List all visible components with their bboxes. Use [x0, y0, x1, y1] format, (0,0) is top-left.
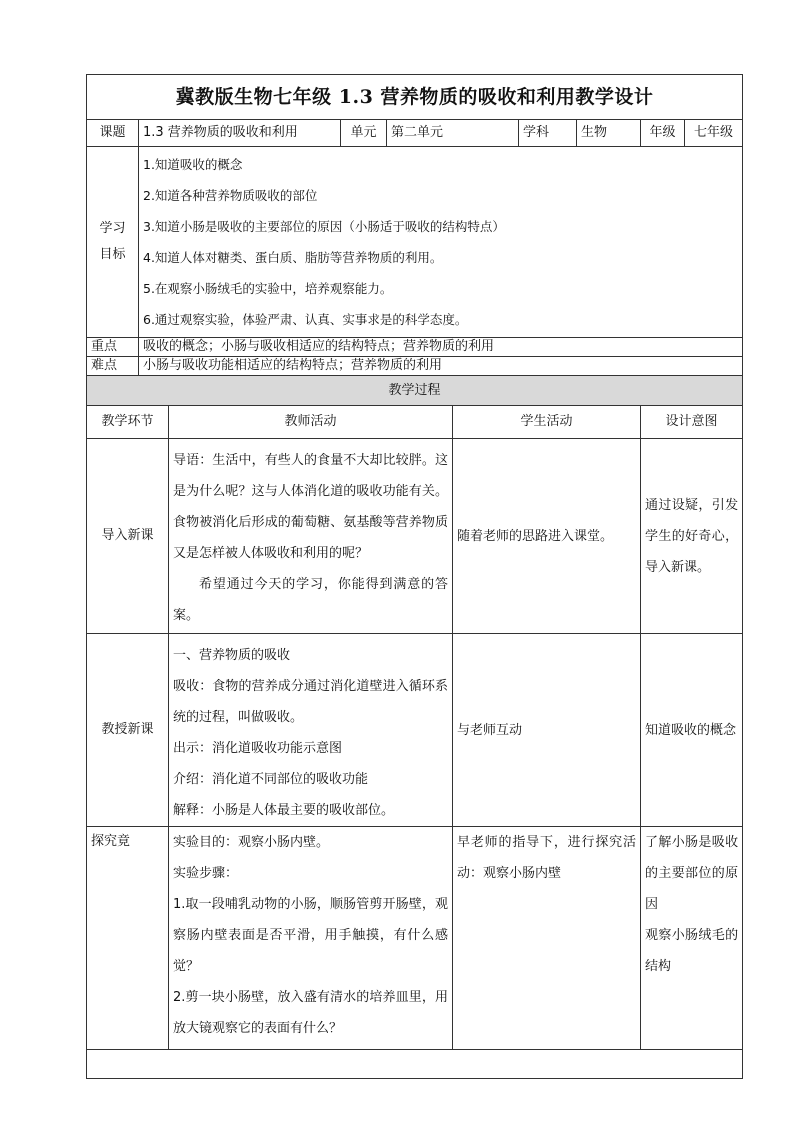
header-teacher: 教师活动 [169, 406, 453, 439]
difficulties-label: 难点 [87, 357, 139, 376]
goals-label-line-2: 目标 [99, 247, 126, 262]
goal-item: 5.在观察小肠绒毛的实验中，培养观察能力。 [143, 281, 393, 296]
explore-intent-text: 了解小肠是吸收的主要部位的原因 [645, 835, 739, 912]
lesson-plan-table [86, 74, 743, 1079]
teach-teacher-line: 解释：小肠是人体最主要的吸收部位。 [173, 803, 395, 818]
teach-student-activity [453, 634, 641, 827]
teach-design-intent [641, 634, 743, 827]
teach-teacher-line: 出示：消化道吸收功能示意图 [173, 741, 343, 756]
goal-item: 6.通过观察实验，体验严肃、认真、实事求是的科学态度。 [143, 312, 468, 327]
teach-stage: 教授新课 [87, 634, 169, 827]
explore-teacher-line: 实验目的：观察小肠内壁。 [173, 835, 330, 850]
header-student: 学生活动 [453, 406, 641, 439]
goal-item: 3.知道小肠是吸收的主要部位的原因（小肠适于吸收的结构特点） [143, 219, 505, 234]
teach-intent-text: 知道吸收的概念 [645, 722, 737, 738]
document-title: 冀教版生物七年级 1.3 营养物质的吸收和利用教学设计 [87, 75, 743, 120]
intro-student-text: 随着老师的思路进入课堂。 [457, 528, 614, 544]
explore-teacher-line: 实验步骤： [173, 866, 239, 881]
unit-value: 第二单元 [387, 120, 519, 147]
goals-label-line-1: 学习 [99, 221, 126, 236]
key-points-label: 重点 [87, 338, 139, 357]
explore-stage: 探究竟 [87, 827, 169, 1050]
teach-teacher-line: 吸收：食物的营养成分通过消化道壁进入循环系统的过程，叫做吸收。 [173, 679, 448, 725]
intro-design-intent [641, 439, 743, 634]
explore-teacher-line: 1.取一段哺乳动物的小肠，顺肠管剪开肠壁，观察肠内壁表面是否平滑，用手触摸，有什么感觉？ [173, 897, 448, 974]
header-intent: 设计意图 [641, 406, 743, 439]
grade-label: 年级 [641, 120, 685, 147]
header-stage: 教学环节 [87, 406, 169, 439]
explore-student-text: 早老师的指导下，进行探究活动：观察小肠内壁 [457, 835, 636, 881]
explore-intent-text: 观察小肠绒毛的结构 [645, 928, 739, 974]
teach-teacher-activity [169, 634, 453, 827]
subject-label: 学科 [519, 120, 577, 147]
grade-value: 七年级 [685, 120, 743, 147]
intro-teacher-activity [169, 439, 453, 634]
goal-item: 2.知道各种营养物质吸收的部位 [143, 188, 318, 203]
intro-stage: 导入新课 [87, 439, 169, 634]
intro-intent-text: 通过设疑，引发学生的好奇心，导入新课。 [645, 497, 739, 575]
intro-teacher-text: 导语：生活中，有些人的食量不大却比较胖。这是为什么呢？这与人体消化道的吸收功能有关。食物被消化后形成的葡萄糖、氨基酸等营养物质又是怎样被人体吸收和利用的呢？ [173, 453, 448, 561]
goal-item: 4.知道人体对糖类、蛋白质、脂肪等营养物质的利用。 [143, 250, 443, 265]
difficulties-value: 小肠与吸收功能相适应的结构特点；营养物质的利用 [139, 357, 743, 376]
teach-teacher-line: 一、营养物质的吸收 [173, 648, 291, 663]
explore-design-intent [641, 827, 743, 1050]
topic-label: 课题 [87, 120, 139, 147]
explore-teacher-activity [169, 827, 453, 1050]
lesson-plan-page [86, 74, 739, 1079]
goals-list [139, 147, 743, 338]
intro-teacher-text: 希望通过今天的学习，你能得到满意的答案。 [173, 577, 448, 623]
process-band: 教学过程 [87, 376, 743, 406]
teach-teacher-line: 介绍：消化道不同部位的吸收功能 [173, 772, 369, 787]
key-points-value: 吸收的概念；小肠与吸收相适应的结构特点；营养物质的利用 [139, 338, 743, 357]
goal-item: 1.知道吸收的概念 [143, 157, 243, 172]
intro-student-activity [453, 439, 641, 634]
explore-teacher-line: 2.剪一块小肠壁，放入盛有清水的培养皿里，用放大镜观察它的表面有什么？ [173, 990, 448, 1036]
empty-row [87, 1050, 743, 1079]
explore-student-activity [453, 827, 641, 1050]
topic-value: 1.3 营养物质的吸收和利用 [139, 120, 341, 147]
subject-value: 生物 [577, 120, 641, 147]
teach-student-text: 与老师互动 [457, 722, 523, 738]
goals-label [87, 147, 139, 338]
unit-label: 单元 [341, 120, 387, 147]
